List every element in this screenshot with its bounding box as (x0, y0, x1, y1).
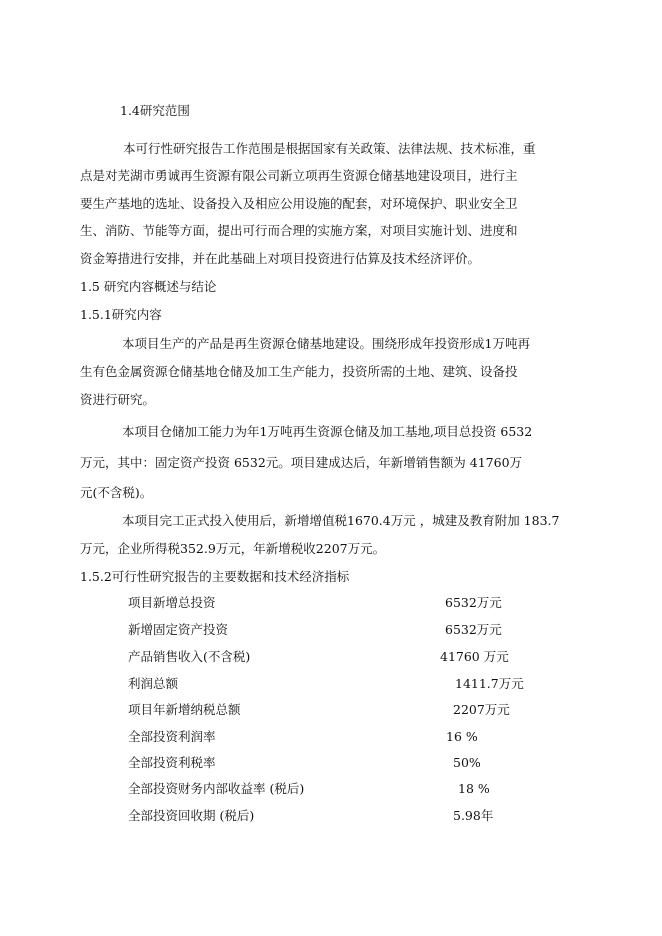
paragraph-line: 本项目完工正式投入使用后，新增增值税1670.4万元 ，城建及教育附加 183.7 (122, 513, 560, 528)
metric-value: 41760 万元 (440, 649, 509, 664)
section-heading-1-5-1: 1.5.1研究内容 (80, 307, 162, 322)
metric-value: 16 % (446, 729, 478, 744)
metric-row-sales-revenue (0, 649, 662, 667)
paragraph-line: 资进行研究。 (80, 392, 156, 407)
metric-value: 6532万元 (445, 595, 502, 610)
metric-value: 50% (453, 755, 481, 770)
paragraph-line: 资金筹措进行安排，并在此基础上对项目投资进行估算及技术经济评价。 (80, 251, 481, 266)
paragraph-line: 生、消防、节能等方面，提出可行而合理的实施方案，对项目实施计划、进度和 (80, 223, 518, 238)
paragraph-line: 生有色金属资源仓储基地仓储及加工生产能力，投资所需的土地、建筑、设备投 (80, 364, 518, 379)
metric-label: 全部投资利税率 (128, 755, 216, 770)
metric-row-payback-period (0, 808, 662, 826)
metric-label: 全部投资财务内部收益率 (税后) (128, 781, 305, 796)
metric-row-annual-tax (0, 702, 662, 720)
metric-value: 18 % (458, 781, 490, 796)
paragraph-line: 点是对芜湖市勇诚再生资源有限公司新立项再生资源仓储基地建设项目，进行主 (80, 168, 518, 183)
paragraph-line: 万元，企业所得税352.9万元，年新增税收2207万元。 (80, 541, 386, 556)
metric-row-profit-tax-rate (0, 755, 662, 773)
metric-row-total-profit (0, 676, 662, 694)
metric-label: 产品销售收入(不含税) (128, 649, 251, 664)
metric-value: 6532万元 (445, 622, 502, 637)
paragraph-line: 要生产基地的选址、设备投入及相应公用设施的配套，对环境保护、职业安全卫 (80, 196, 518, 211)
metric-row-profit-rate (0, 729, 662, 747)
paragraph-line: 本可行性研究报告工作范围是根据国家有关政策、法律法规、技术标准，重 (123, 141, 536, 156)
metric-label: 全部投资回收期 (税后) (128, 808, 255, 823)
metric-label: 新增固定资产投资 (128, 622, 229, 637)
section-heading-1-5-2: 1.5.2可行性研究报告的主要数据和技术经济指标 (80, 569, 350, 584)
paragraph-line: 元(不含税)。 (80, 485, 153, 500)
paragraph-line: 万元，其中：固定资产投资 6532元。项目建成达后，年新增销售额为 41760万 (80, 455, 523, 470)
metric-value: 2207万元 (453, 702, 510, 717)
metric-label: 项目新增总投资 (128, 595, 216, 610)
metric-label: 利润总额 (128, 676, 179, 691)
metric-value: 1411.7万元 (455, 676, 524, 691)
metric-row-fixed-asset-investment (0, 622, 662, 640)
paragraph-line: 本项目仓储加工能力为年1万吨再生资源仓储及加工基地,项目总投资 6532 (122, 424, 533, 439)
metric-row-total-investment (0, 595, 662, 613)
metric-label: 项目年新增纳税总额 (128, 702, 241, 717)
section-heading-1-5: 1.5 研究内容概述与结论 (80, 279, 217, 294)
section-heading-1-4: 1.4研究范围 (120, 103, 190, 118)
metric-value: 5.98年 (453, 808, 494, 823)
paragraph-line: 本项目生产的产品是再生资源仓储基地建设。围绕形成年投资形成1万吨再 (122, 336, 530, 351)
metric-label: 全部投资利润率 (128, 729, 216, 744)
metric-row-irr (0, 781, 662, 799)
